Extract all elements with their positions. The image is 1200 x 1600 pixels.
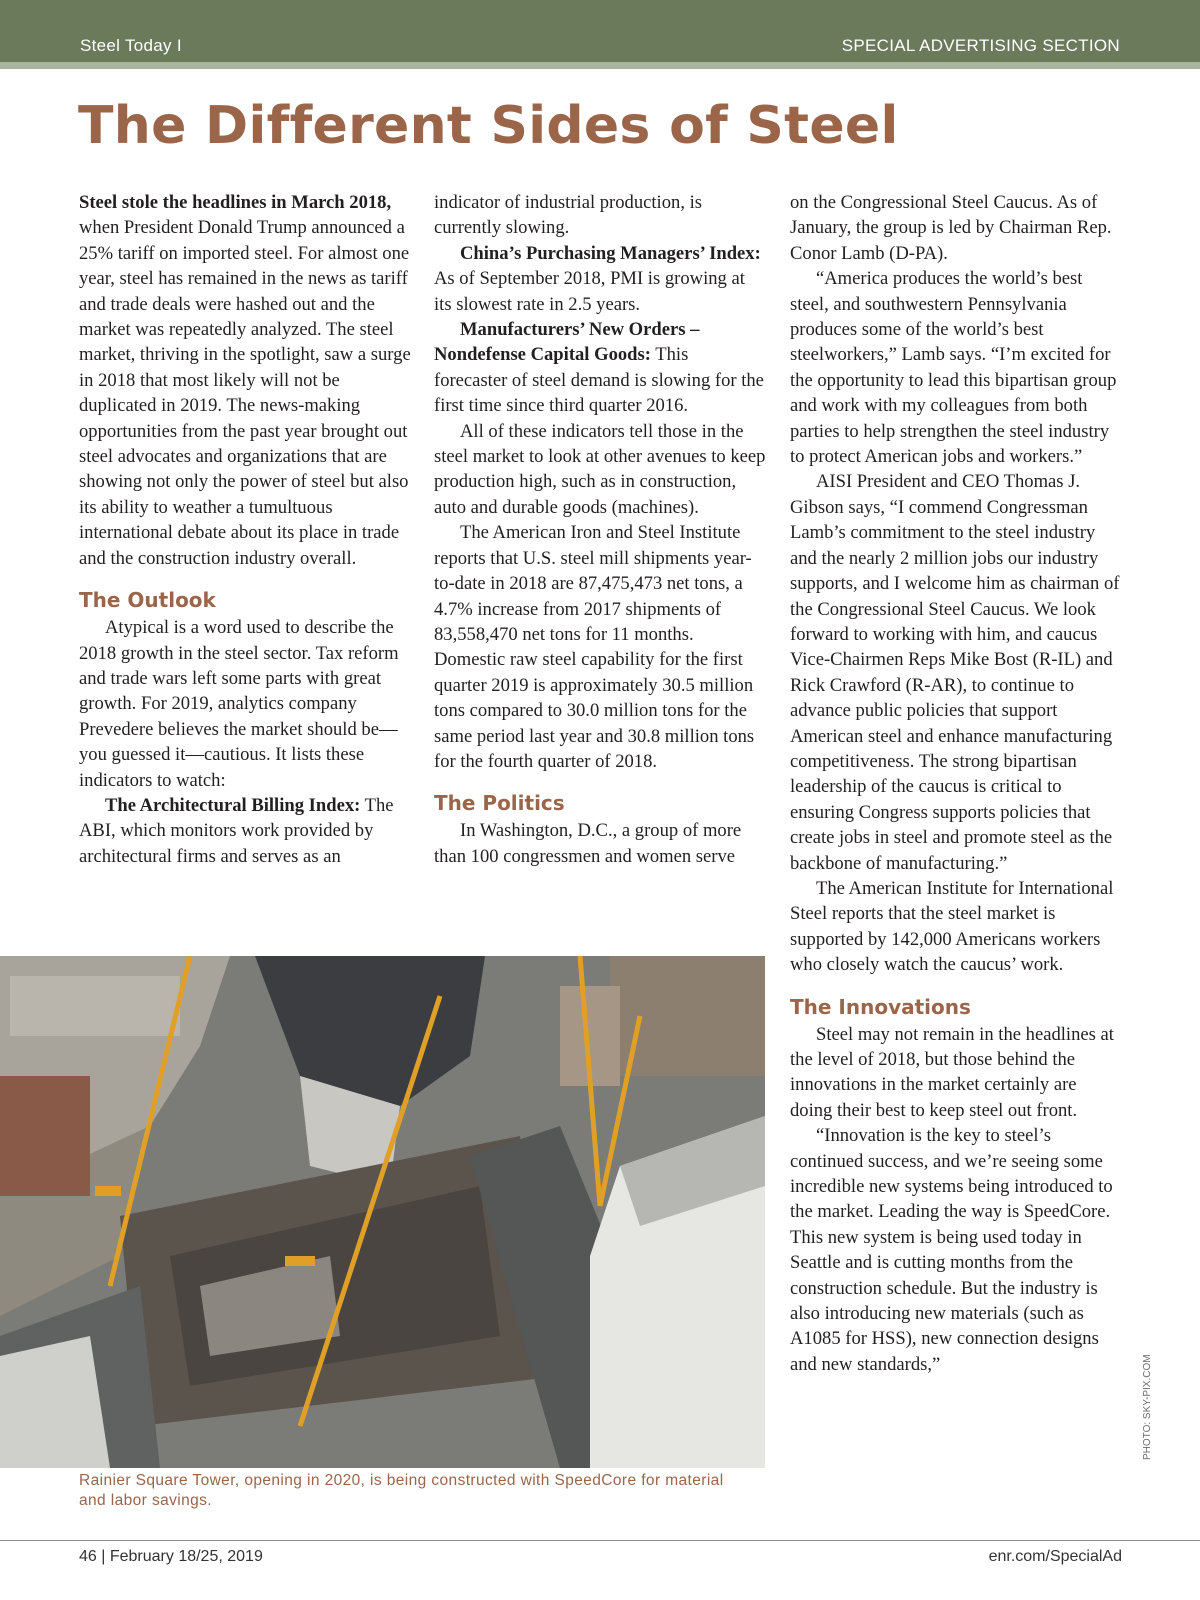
construction-photo: [0, 956, 765, 1468]
lead-text: when President Donald Trump announced a 25% tariff on imported steel. For almost one year, steel has remained in the news as tariff and trade deals were hashed out and the market was repeatedly analyzed. The steel market, thriving in the spotlight, saw a surge in 2018 that most likely will not be duplicated in 2019. The news-making opportunities from the past year brought out steel advocates and organizations that are showing not only the power of steel but also its ability to weather a tumultuous international debate about its place in trade and the construction industry overall.: [79, 217, 411, 569]
new-orders-text: This forecaster of steel demand is slowing for the first time since third quarter 2016.: [434, 344, 764, 417]
continued-paragraph: indicator of industrial production, is currently slowing.: [434, 192, 703, 239]
heading-outlook: The Outlook: [79, 588, 216, 613]
indicators-paragraph: All of these indicators tell those in the steel market to look at other avenues to keep production high, such as in construction, auto and durable goods (machines).: [434, 420, 766, 518]
section-name: Steel Today I: [80, 36, 182, 55]
page-number-date: 46 | February 18/25, 2019: [79, 1548, 263, 1565]
column-2: [434, 190, 766, 869]
abi-bold: The Architectural Billing Index:: [105, 794, 361, 816]
gibson-quote-paragraph: AISI President and CEO Thomas J. Gibson says, “I commend Congressman Lamb’s commitment to the steel industry and the nearly 2 million jobs our industry supports, and I welcome him as chairman of the Congressional Steel Caucus. We look forward to working with him, and caucus Vice-Chairmen Reps Mike Bost (R-IL) and Rick Crawford (R-AR), to continue to advance public policies that support American steel and enhance manufacturing competitiveness. The strong bipartisan leadership of the caucus is critical to ensuring Congress supports policies that create jobs in steel and promote steel as the backbone of manufacturing.”: [790, 471, 1120, 874]
speedcore-quote-paragraph: “Innovation is the key to steel’s continued success, and we’re seeing some incredible new systems being introduced to the market. Leading the way is SpeedCore. This new system is being used today in Seattle and is cutting months from the construction schedule. But the industry is also introducing new materials (such as A1085 for HSS), new connection designs and new standards,”: [790, 1125, 1113, 1375]
innovations-paragraph: Steel may not remain in the headlines at the level of 2018, but those behind the innovations in the market certainly are doing their best to keep steel out front.: [790, 1023, 1114, 1121]
pmi-bold: China’s Purchasing Managers’ Index:: [460, 242, 761, 264]
footer-url: enr.com/SpecialAd: [988, 1548, 1122, 1565]
page-title: The Different Sides of Steel: [78, 96, 899, 156]
pmi-text: As of September 2018, PMI is growing at its slowest rate in 2.5 years.: [434, 268, 745, 315]
pmi-paragraph: [434, 241, 766, 317]
photo-credit: PHOTO: SKY-PIX.COM: [1142, 1354, 1153, 1460]
caucus-paragraph: on the Congressional Steel Caucus. As of January, the group is led by Chairman Rep. Conor Lamb (D-PA).: [790, 192, 1112, 264]
header-rule: [0, 62, 1200, 69]
heading-politics: The Politics: [434, 791, 565, 816]
new-orders-bold: Manufacturers’ New Orders – Nondefense Capital Goods:: [434, 319, 700, 366]
lead-paragraph: [79, 190, 411, 571]
outlook-paragraph: Atypical is a word used to describe the 2018 growth in the steel sector. Tax reform and trade wars left some parts with great growth. For 2019, analytics company Prevedere believes the market should be—you guessed it—cautious. It lists these indicators to watch:: [79, 617, 399, 791]
column-3: [790, 190, 1122, 1377]
heading-innovations: The Innovations: [790, 994, 971, 1019]
abi-text: The ABI, which monitors work provided by architectural firms and serves as an: [79, 794, 394, 867]
aiis-paragraph: The American Institute for International Steel reports that the steel market is supported by 142,000 Americans workers who closely watch the caucus’ work.: [790, 877, 1114, 976]
photo-caption: Rainier Square Tower, opening in 2020, is being constructed with SpeedCore for material and labor savings.: [79, 1472, 724, 1509]
lamb-quote-paragraph: “America produces the world’s best steel, and southwestern Pennsylvania produces some of the world’s best steelworkers,” Lamb says. “I’m excited for the opportunity to lead this bipartisan group and work with my colleagues from both parties to help strengthen the steel industry to protect American jobs and workers.”: [790, 268, 1117, 468]
aisi-paragraph: The American Iron and Steel Institute reports that U.S. steel mill shipments year-to-date in 2018 are 87,475,473 net tons, a 4.7% increase from 2017 shipments of 83,558,470 net tons for 11 months. Domestic raw steel capability for the first quarter 2019 is approximately 30.5 million tons compared to 30.0 million tons for the same period last year and 30.8 million tons for the fourth quarter of 2018.: [434, 522, 755, 772]
section-label: SPECIAL ADVERTISING SECTION: [841, 36, 1120, 55]
column-1: [79, 190, 411, 869]
new-orders-paragraph: [434, 317, 766, 419]
abi-paragraph: [79, 793, 411, 869]
footer-rule: [0, 1540, 1200, 1541]
aerial-city-illustration: [0, 956, 765, 1468]
politics-paragraph: In Washington, D.C., a group of more than 100 congressmen and women serve: [434, 820, 742, 867]
lead-bold: Steel stole the headlines in March 2018,: [79, 192, 392, 213]
